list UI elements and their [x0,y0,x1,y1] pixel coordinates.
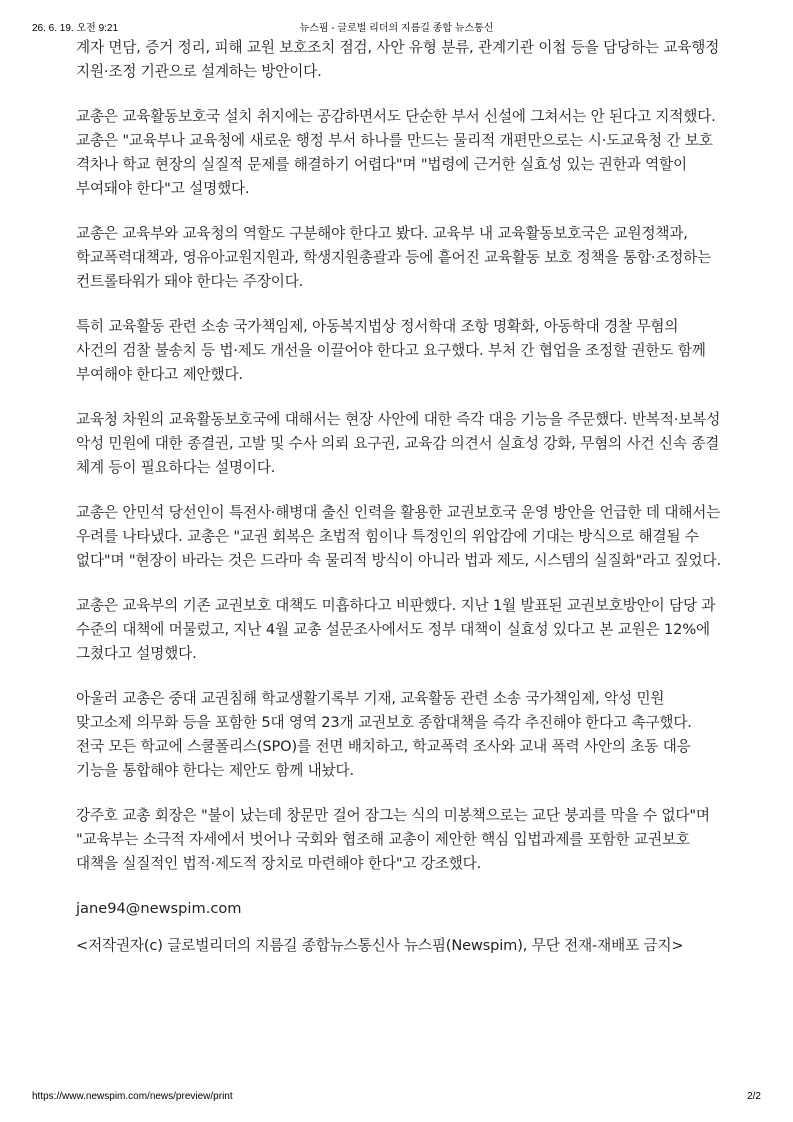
article-body [76,36,721,958]
article-paragraph: 아울러 교총은 중대 교권침해 학교생활기록부 기재, 교육활동 관련 소송 국가책임제, 악성 민원 맞고소제 의무화 등을 포함한 5대 영역 23개 교권보호 종합대책을 즉각 추진해야 한다고 촉구했다. 전국 모든 학교에 스쿨폴리스(SPO)를 전면 배치하고, 학교폭력 조사와 교내 폭력 사안의 초동 대응 기능을 통합해야 한다는 제안도 함께 내놨다. [76,690,692,779]
article-paragraph: 교육청 차원의 교육활동보호국에 대해서는 현장 사안에 대한 즉각 대응 기능을 주문했다. 반복적·보복성 악성 민원에 대한 종결권, 고발 및 수사 의뢰 요구권, 교육감 의견서 실효성 강화, 무혐의 사건 신속 종결 체계 등이 필요하다는 설명이다. [76,411,721,476]
article-paragraph: 강주호 교총 회장은 "불이 났는데 창문만 걸어 잠그는 식의 미봉책으로는 교단 붕괴를 막을 수 없다"며 "교육부는 소극적 자세에서 벗어나 국회와 협조해 교총이 제안한 핵심 입법과제를 포함한 교권보호 대책을 실질적인 법적·제도적 장치로 마련해야 한다"고 강조했다. [76,807,710,872]
page-title: 뉴스핌 - 글로벌 리더의 지름길 종합 뉴스통신 [299,23,494,34]
page-number: 2/2 [747,1091,761,1102]
copyright-notice: <저작권자(c) 글로벌리더의 지름길 종합뉴스통신사 뉴스핌(Newspim), 무단 전재-재배포 금지> [76,937,684,954]
article-paragraph: 교총은 교육부와 교육청의 역할도 구분해야 한다고 봤다. 교육부 내 교육활동보호국은 교원정책과, 학교폭력대책과, 영유아교원지원과, 학생지원총괄과 등에 흩어진 교육활동 보호 정책을 통합·조정하는 컨트롤타워가 돼야 한다는 주장이다. [76,225,712,290]
article-paragraph: 교총은 교육활동보호국 설치 취지에는 공감하면서도 단순한 부서 신설에 그쳐서는 안 된다고 지적했다. 교총은 "교육부나 교육청에 새로운 행정 부서 하나를 만드는 물리적 개편만으로는 시·도교육청 간 보호 격차나 학교 현장의 실질적 문제를 해결하기 어렵다"며 "법령에 근거한 실효성 있는 권한과 역할이 부여돼야 한다"고 설명했다. [76,108,716,197]
article-paragraph: 특히 교육활동 관련 소송 국가책임제, 아동복지법상 정서학대 조항 명확화, 아동학대 경찰 무혐의 사건의 검찰 불송치 등 법·제도 개선을 이끌어야 한다고 요구했다. 부처 간 협업을 조정할 권한도 함께 부여해야 한다고 제안했다. [76,318,706,383]
article-paragraph: 교총은 교육부의 기존 교권보호 대책도 미흡하다고 비판했다. 지난 1월 발표된 교권보호방안이 담당 과 수준의 대책에 머물렀고, 지난 4월 교총 설문조사에서도 정부 대책이 실효성 있다고 본 교원은 12%에 그쳤다고 설명했다. [76,597,716,662]
reporter-email: jane94@newspim.com [76,900,242,917]
article-paragraph: 교총은 안민석 당선인이 특전사·해병대 출신 인력을 활용한 교권보호국 운영 방안을 언급한 데 대해서는 우려를 나타냈다. 교총은 "교권 회복은 초법적 힘이나 특정인의 위압감에 기대는 방식으로 해결될 수 없다"며 "현장이 바라는 것은 드라마 속 물리적 방식이 아니라 법과 제도, 시스템의 실질화"라고 짚었다. [76,504,721,569]
page-url: https://www.newspim.com/news/preview/print [32,1091,233,1102]
print-footer [0,1091,793,1107]
print-header [0,19,793,35]
print-date: 26. 6. 19. 오전 9:21 [32,23,119,34]
article-paragraph: 계자 면담, 증거 정리, 피해 교원 보호조치 점검, 사안 유형 분류, 관계기관 이첩 등을 담당하는 교육행정 지원·조정 기관으로 설계하는 방안이다. [76,39,720,80]
